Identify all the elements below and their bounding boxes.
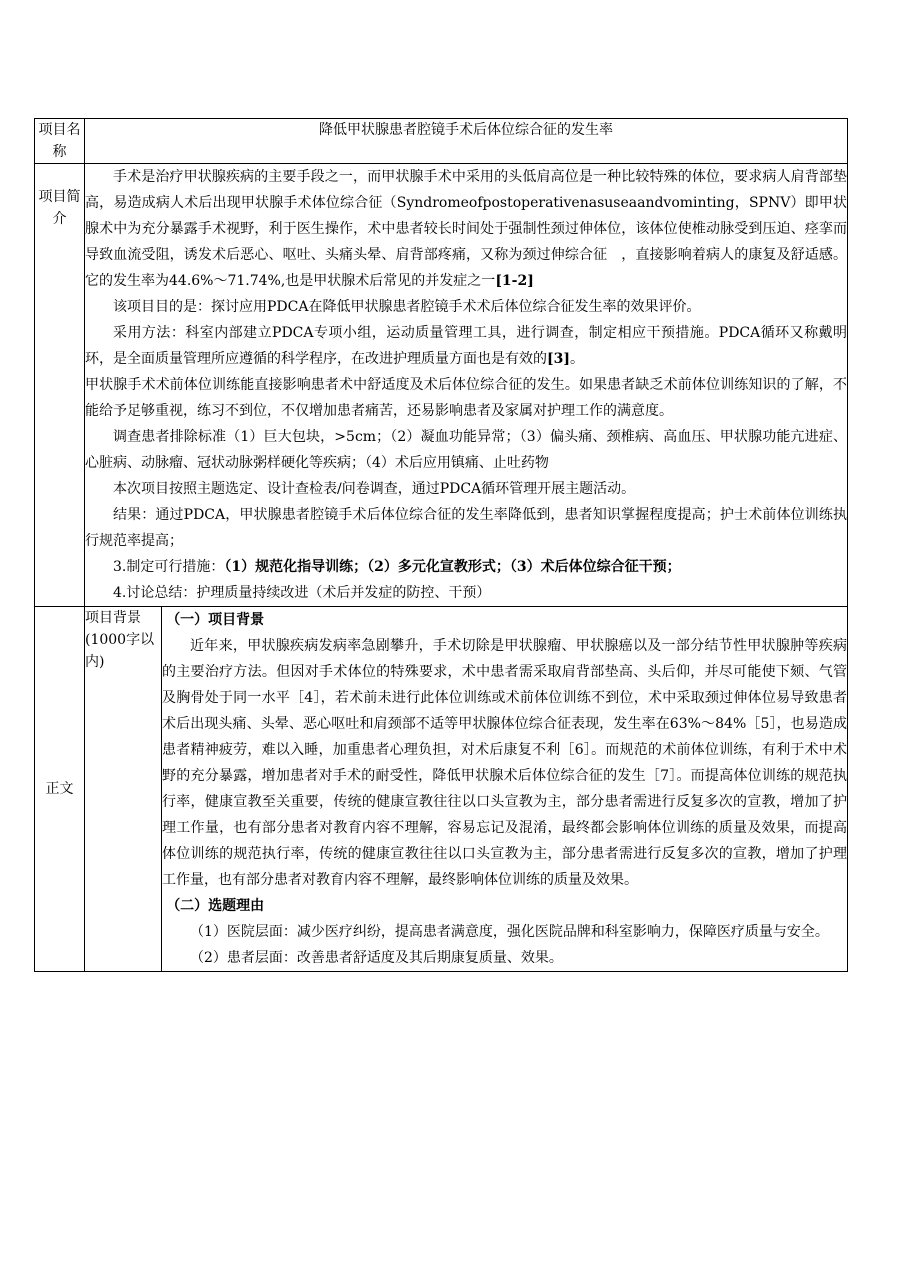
label-background: 项目背景(1000字以内) [85,607,162,972]
project-form-table [34,118,848,972]
intro-paragraph-8 [85,554,847,580]
label-main-body: 正文 [35,607,85,972]
background-paragraph: 近年来，甲状腺疾病发病率急剧攀升，手术切除是甲状腺瘤、甲状腺癌以及一部分结节性甲状腺肿等疾病的主要治疗方法。但因对手术体位的特殊要求，术中患者需采取肩背部垫高、头后仰，并尽可能使下颏、气管及胸骨处于同一水平［4］，若术前未进行此体位训练或术前体位训练不到位，术中采取颈过伸体位易导致患者术后出现头痛、头晕、恶心呕吐和肩颈部不适等甲状腺体位综合征表现，发生率在63%～84%［5］，也易造成患者精神疲劳，难以入睡，加重患者心理负担，对术后康复不利［6］。而规范的术前体位训练，有利于术中术野的充分暴露，增加患者对手术的耐受性，降低甲状腺术后体位综合征的发生［7］。而提高体位训练的规范执行率，健康宣教至关重要，传统的健康宣教往往以口头宣教为主，部分患者需进行反复多次的宣教，增加了护理工作量，也有部分患者对教育内容不理解，容易忘记及混淆，最终都会影响体位训练的质量及效果，而提高体位训练的规范执行率，传统的健康宣教往往以口头宣教为主，部分患者需进行反复多次的宣教，增加了护理工作量，也有部分患者对教育内容不理解，最终影响体位训练的质量及效果。 [162,638,847,888]
row-project-name [35,119,848,164]
section-heading-reasons: （二）选题理由 [166,898,265,914]
intro-p1-ref: [1-2] [495,273,534,289]
intro-p1-text: 手术是治疗甲状腺疾病的主要手段之一，而甲状腺手术中采用的头低肩高位是一种比较特殊的体位，要求病人肩背部垫高，易造成病人术后出现甲状腺手术体位综合征（Syndromeofpostoperativenasuseaandvominting，SPNV）即甲状腺术中为充分暴露手术视野，利于医生操作，术中患者较长时间处于强制性颈过伸体位，该体位使椎动脉受到压迫、痉挛而导致血流受阻，诱发术后恶心、呕吐、头痛头晕、肩背部疼痛，又称为颈过伸综合征 ，直接影响着病人的康复及舒适感。它的发生率为44.6%～71.74%,也是甲状腺术后常见的并发症之一 [85,169,847,289]
intro-cell [85,164,848,607]
row-main-body [35,607,848,972]
label-project-name: 项目名称 [35,119,85,164]
intro-paragraph-2: 该项目目的是：探讨应用PDCA在降低甲状腺患者腔镜手术术后体位综合征发生率的效果评价。 [113,299,701,315]
intro-paragraph-7: 结果：通过PDCA，甲状腺患者腔镜手术后体位综合征的发生率降低到，患者知识掌握程度提高；护士术前体位训练执行规范率提高； [85,507,847,549]
intro-paragraph-5: 调查患者排除标准（1）巨大包块，>5cm；（2）凝血功能异常；（3）偏头痛、颈椎病、高血压、甲状腺功能亢进症、心脏病、动脉瘤、冠状动脉粥样硬化等疾病；（4）术后应用镇痛、止吐药物 [85,429,847,471]
intro-paragraph-6: 本次项目按照主题选定、设计查检表/问卷调查，通过PDCA循环管理开展主题活动。 [113,481,636,497]
intro-p8-lead: 3.制定可行措施： [113,559,225,575]
intro-p3-ref: [3] [547,351,570,367]
label-project-intro: 项目简介 [35,164,85,607]
project-title: 降低甲状腺患者腔镜手术后体位综合征的发生率 [85,119,848,164]
reason-patient: （2）患者层面：改善患者舒适度及其后期康复质量、效果。 [190,950,563,966]
section-heading-background: （一）项目背景 [166,612,265,628]
reason-hospital: （1）医院层面：减少医疗纠纷，提高患者满意度，强化医院品牌和科室影响力，保障医疗质量与安全。 [190,924,829,940]
intro-paragraph-4: 甲状腺手术术前体位训练能直接影响患者术中舒适度及术后体位综合征的发生。如果患者缺乏术前体位训练知识的了解，不能给予足够重视，练习不到位，不仅增加患者痛苦，还易影响患者及家属对护理工作的满意度。 [85,377,847,419]
intro-p3-tail: 。 [570,351,584,367]
intro-paragraph-9: 4.讨论总结：护理质量持续改进（术后并发症的防控、干预） [113,585,491,601]
intro-p8-measures: （1）规范化指导训练；（2）多元化宣教形式；（3）术后体位综合征干预； [224,559,681,575]
intro-p3-text: 采用方法：科室内部建立PDCA专项小组，运动质量管理工具，进行调查，制定相应干预措施。PDCA循环又称戴明环，是全面质量管理所应遵循的科学程序，在改进护理质量方面也是有效的 [85,325,847,367]
body-cell [162,607,848,972]
row-project-intro [35,164,848,607]
intro-paragraph-3 [85,320,847,372]
intro-paragraph-1 [85,164,847,294]
